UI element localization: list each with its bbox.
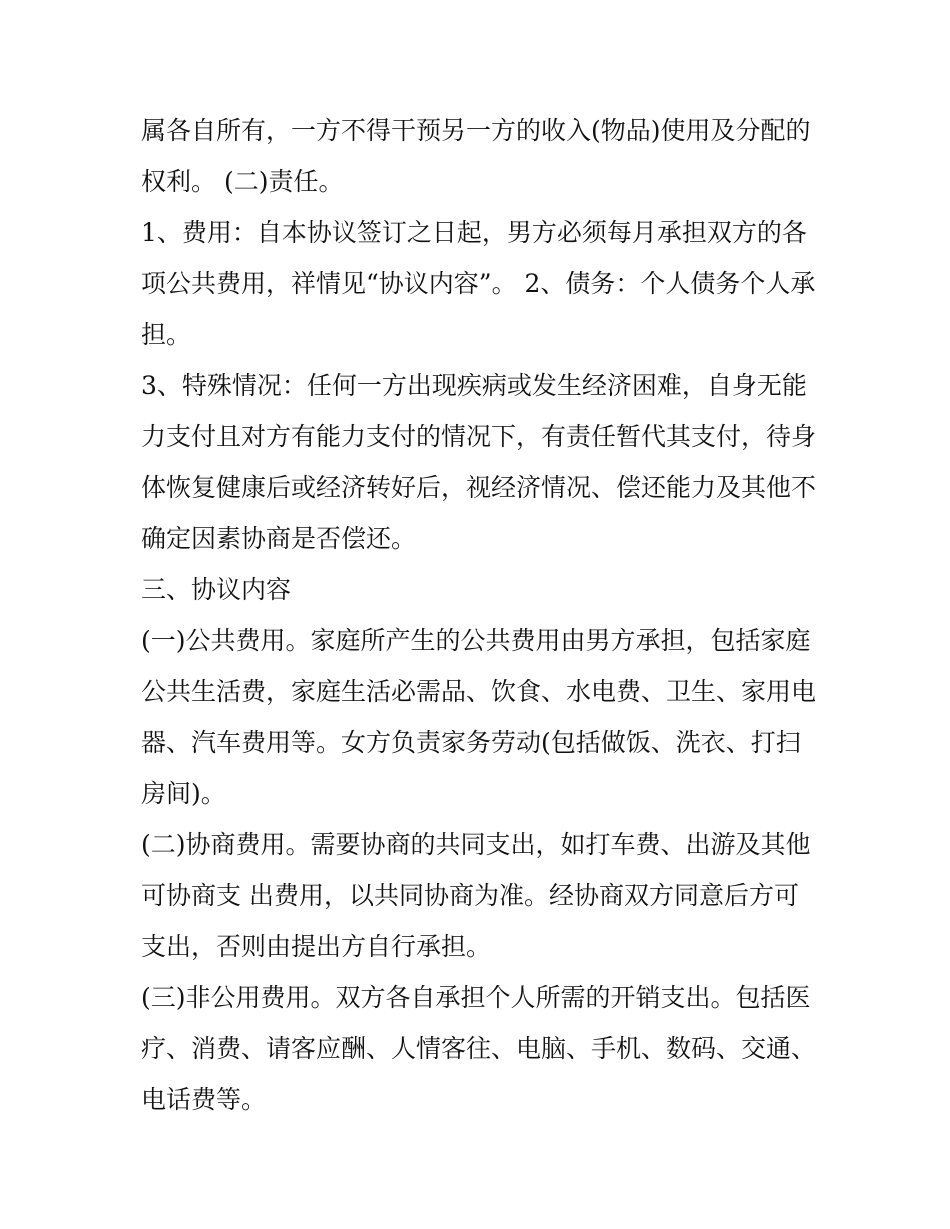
text-line: 确定因素协商是否偿还。 xyxy=(141,524,417,553)
text-line: 力支付且对方有能力支付的情况下，有责任暂代其支付，待身 xyxy=(141,422,817,451)
text-line: 可协商支 出费用，以共同协商为准。经协商双方同意后方可 xyxy=(141,881,799,910)
text-line: 属各自所有，一方不得干预另一方的收入(物品)使用及分配的 xyxy=(141,116,811,145)
text-line: (一)公共费用。家庭所产生的公共费用由男方承担，包括家庭 xyxy=(141,626,811,655)
text-line: 支出，否则由提出方自行承担。 xyxy=(141,932,492,961)
text-line: 1、费用：自本协议签订之日起，男方必须每月承担双方的各 xyxy=(141,218,807,247)
text-line: 项公共费用，祥情见“协议内容”。 2、债务：个人债务个人承 xyxy=(141,269,816,298)
text-line: 3、特殊情况：任何一方出现疾病或发生经济困难，自身无能 xyxy=(141,371,807,400)
text-line: 公共生活费，家庭生活必需品、饮食、水电费、卫生、家用电 xyxy=(141,677,817,706)
text-line: (三)非公用费用。双方各自承担个人所需的开销支出。包括医 xyxy=(141,983,811,1012)
text-line: 疗、消费、请客应酬、人情客往、电脑、手机、数码、交通、 xyxy=(141,1034,817,1063)
text-line: 器、汽车费用等。女方负责家务劳动(包括做饭、洗衣、打扫 xyxy=(141,728,801,757)
text-line: 房间)。 xyxy=(141,779,226,808)
section-heading: 三、协议内容 xyxy=(141,575,292,604)
text-line: 体恢复健康后或经济转好后，视经济情况、偿还能力及其他不 xyxy=(141,473,817,502)
text-line: 电话费等。 xyxy=(141,1085,267,1114)
text-line: (二)协商费用。需要协商的共同支出，如打车费、出游及其他 xyxy=(141,830,811,859)
agreement-text xyxy=(141,105,821,1125)
text-line: 担。 xyxy=(141,320,192,349)
text-line: 权利。 (二)责任。 xyxy=(141,167,344,196)
